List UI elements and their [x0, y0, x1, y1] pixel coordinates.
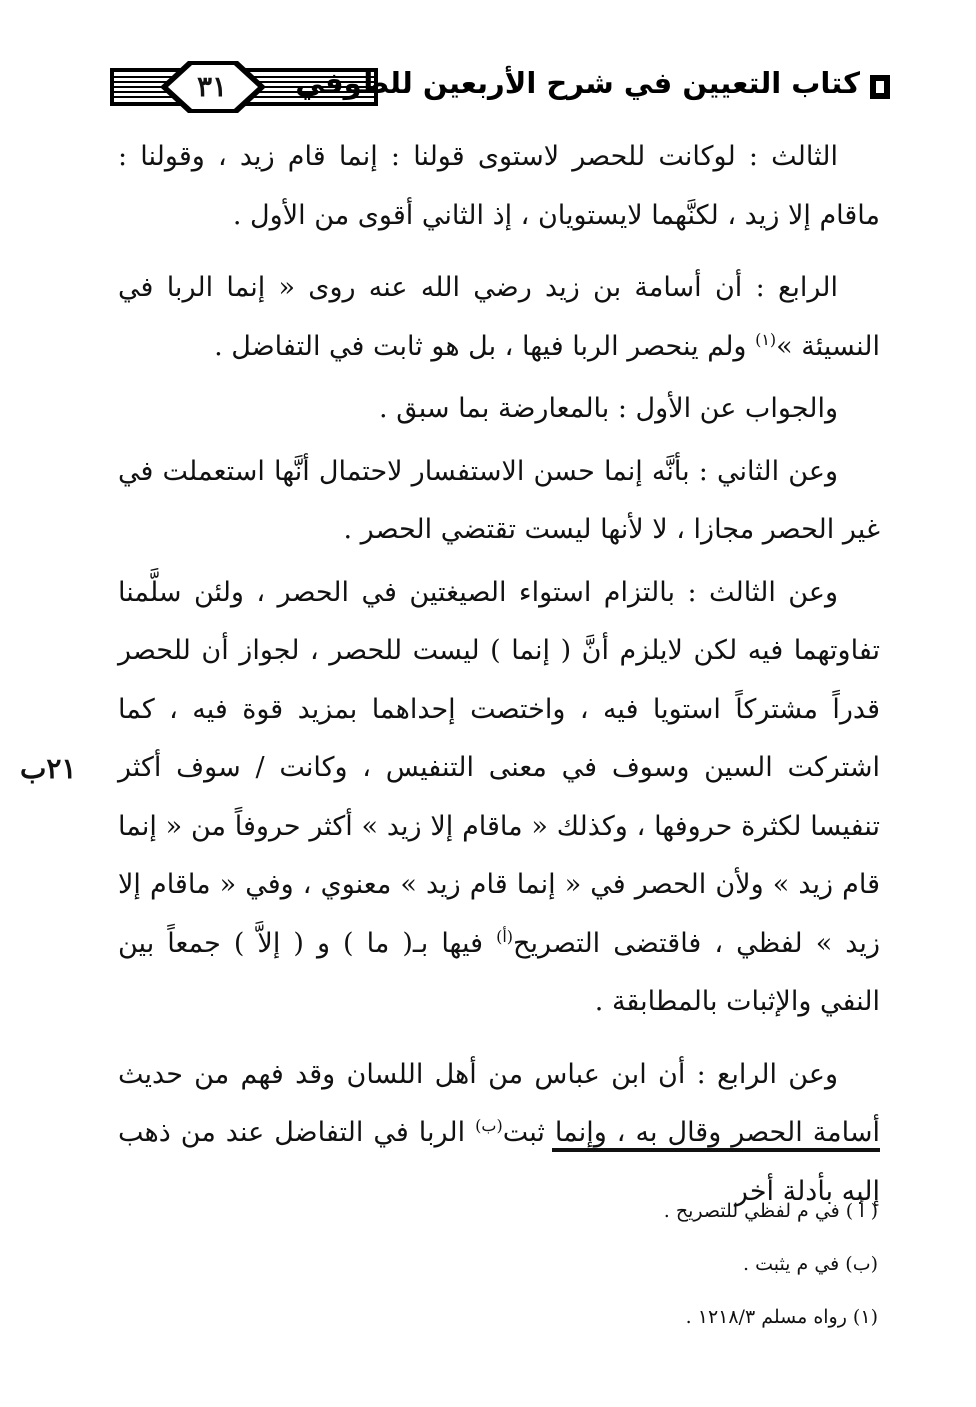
paragraph-text: الرابع : أن أسامة بن زيد رضي الله عنه روى « إنما الربا في النسيئة »: [118, 272, 880, 362]
paragraph: [118, 564, 880, 1032]
footnote: (ب) في م يثبت .: [742, 1253, 878, 1275]
paragraph-text: وعن الرابع : أن ابن عباس من أهل اللسان وقد فهم من حديث أسامة الحصر وقال به ، وإنما ثبت: [118, 1058, 880, 1148]
paragraph: الثالث : لوكانت للحصر لاستوى قولنا : إنما قام زيد ، وقولنا : ماقام إلا زيد ، لكنَّهما لايستويان ، إذ الثاني أقوى من الأول .: [118, 141, 880, 231]
footnote-ref: (ب): [475, 1116, 503, 1135]
page-number: ٣١: [196, 70, 228, 103]
paragraph: والجواب عن الأول : بالمعارضة بما سبق .: [379, 393, 838, 424]
footnote-ref: (أ): [496, 926, 514, 946]
paragraph-text: الربا في التفاضل عند من ذهب إلبه بأدلة أخر: [118, 1117, 880, 1207]
title-bullet-mark: [870, 75, 890, 99]
page-header: [110, 58, 890, 116]
footnotes: [300, 1185, 878, 1344]
paragraph: وعن الثاني : بأنَّه إنما حسن الاستفسار لاحتمال أنَّها استعملت في غير الحصر مجازا ، لا لأنها ليست تقتضي الحصر .: [118, 455, 880, 545]
manuscript-folio-note: ٢١ب: [20, 752, 77, 785]
book-title: كتاب التعيين في شرح الأربعين للطوفي: [295, 66, 860, 100]
footnote-divider: [552, 1148, 880, 1152]
paragraph-text: فيها بـ( ما ) و ( إلاَّ ) جمعاً بين النفي والإثبات بالمطابقة .: [118, 927, 880, 1017]
paragraph-text: وعن الثالث : بالتزام استواء الصيغتين في الحصر ، ولئن سلَّمنا تفاوتهما فيه لكن لايلزم أنَّ ( إنما ) ليست للحصر ، لجواز أن للحصر قدراً مشتركاً استويا فيه ، واختصت إحداهما بمزيد قوة فيه ، كما اشتركت السين وسوف في معنى التنفيس ، وكانت / سوف أكثر تنفيسا لكثرة حروفها ، وكذلك « ماقام إلا زيد » أكثر حروفاً من « إنما قام زيد » ولأن الحصر في « إنما قام زيد » معنوي ، وفي « ماقام إلا زيد » لفظي ، فاقتضى التصريح: [118, 576, 880, 959]
main-text: [118, 128, 880, 1221]
footnote-ref: (١): [755, 329, 777, 349]
footnote: ( أ ) في م لفظي للتصريح .: [663, 1200, 878, 1222]
footnote: (١) رواه مسلم ١٢١٨/٣ .: [685, 1306, 878, 1328]
paragraph-text: ولم ينحصر الربا فيها ، بل هو ثابت في التفاضل .: [214, 330, 747, 362]
paragraph: [118, 259, 880, 376]
